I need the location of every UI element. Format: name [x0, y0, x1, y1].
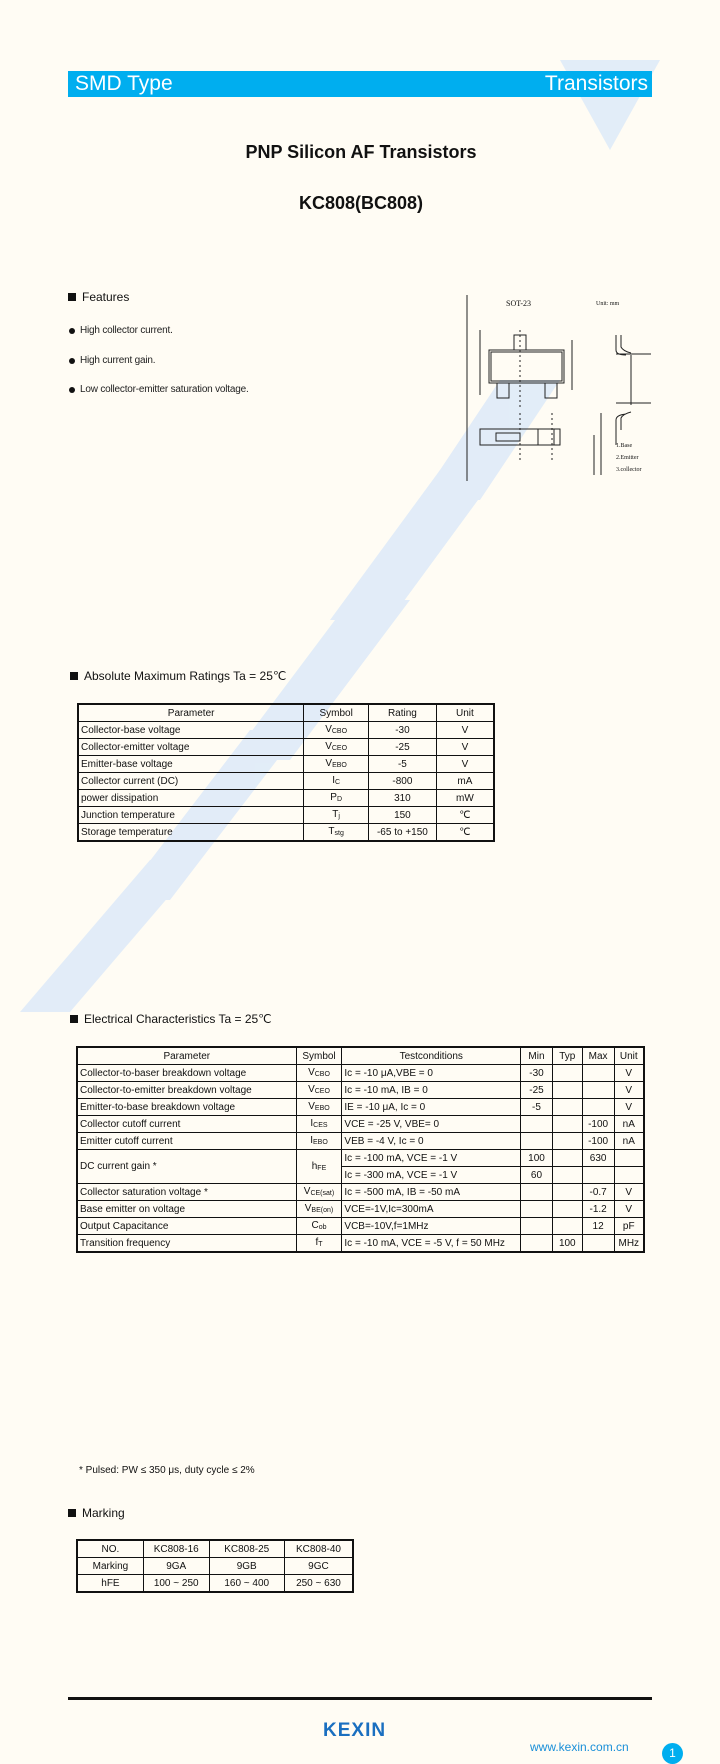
unit-cell: V	[614, 1201, 644, 1218]
symbol: T	[328, 826, 335, 837]
symbol-subscript: FE	[317, 1164, 327, 1172]
feature-text: High current gain.	[80, 355, 156, 366]
col-header: Unit	[614, 1047, 644, 1065]
symbol: V	[325, 758, 333, 769]
footer-divider	[68, 1697, 652, 1700]
package-unit: Unit: mm	[596, 301, 620, 307]
unit-cell: nA	[614, 1116, 644, 1133]
symbol-cell	[296, 1218, 342, 1235]
symbol-cell	[304, 739, 369, 756]
symbol-cell	[304, 807, 369, 824]
unit-cell: MHz	[614, 1235, 644, 1253]
symbol-cell	[304, 722, 369, 739]
package-drawing	[466, 295, 666, 483]
symbol-subscript: EBO	[312, 1139, 328, 1146]
param-cell: Collector-to-baser breakdown voltage	[77, 1065, 296, 1082]
param-cell: Collector-emitter voltage	[78, 739, 304, 756]
square-bullet-icon	[70, 672, 78, 680]
symbol-cell	[304, 790, 369, 807]
typ-cell: 100	[552, 1235, 582, 1253]
symbol-subscript: BE(on)	[311, 1207, 334, 1214]
symbol: f	[315, 1237, 319, 1248]
symbol-cell	[296, 1201, 342, 1218]
min-cell	[521, 1133, 553, 1150]
symbol-cell	[296, 1082, 342, 1099]
symbol: V	[308, 1101, 315, 1112]
typ-cell	[552, 1218, 582, 1235]
table-row	[78, 807, 494, 824]
min-cell: -25	[521, 1082, 553, 1099]
symbol-subscript: j	[338, 813, 340, 820]
symbol-cell	[296, 1065, 342, 1082]
symbol-subscript: EBO	[332, 762, 347, 769]
symbol-subscript: C	[334, 779, 341, 786]
param-cell: Transition frequency	[77, 1235, 296, 1253]
marking-heading-text: Marking	[82, 1506, 125, 1520]
min-cell	[521, 1184, 553, 1201]
unit-cell	[614, 1150, 644, 1167]
marking-cell: Marking	[77, 1558, 143, 1575]
col-header: Parameter	[77, 1047, 296, 1065]
abs-max-heading-text: Absolute Maximum Ratings Ta = 25℃	[84, 669, 287, 683]
symbol-subscript: EBO	[314, 1105, 330, 1112]
condition-cell: Ic = -10 μA,VBE = 0	[342, 1065, 521, 1082]
table-row	[77, 1116, 644, 1133]
rating-cell: 310	[368, 790, 436, 807]
table-row	[77, 1540, 353, 1558]
unit-cell: V	[614, 1184, 644, 1201]
symbol-subscript: CES	[313, 1122, 328, 1129]
condition-cell: Ic = -100 mA, VCE = -1 V	[342, 1150, 521, 1167]
typ-cell	[552, 1201, 582, 1218]
feature-text: Low collector-emitter saturation voltage.	[80, 384, 249, 395]
condition-cell: Ic = -10 mA, VCE = -5 V, f = 50 MHz	[342, 1235, 521, 1253]
table-row	[78, 824, 494, 842]
param-cell: Collector-to-emitter breakdown voltage	[77, 1082, 296, 1099]
part-number: KC808(BC808)	[298, 193, 424, 213]
unit-cell: V	[614, 1065, 644, 1082]
min-cell	[521, 1201, 553, 1218]
rating-cell: -25	[368, 739, 436, 756]
param-cell: Output Capacitance	[77, 1218, 296, 1235]
min-cell	[521, 1116, 553, 1133]
col-header: Parameter	[78, 704, 304, 722]
typ-cell	[552, 1065, 582, 1082]
rating-cell: 150	[368, 807, 436, 824]
min-cell: 100	[521, 1150, 553, 1167]
features-heading-text: Features	[82, 290, 130, 304]
symbol-subscript: T	[318, 1241, 323, 1248]
marking-cell: 160 ~ 400	[209, 1575, 284, 1593]
unit-cell: V	[614, 1082, 644, 1099]
typ-cell	[552, 1184, 582, 1201]
param-cell: Emitter-base voltage	[78, 756, 304, 773]
unit-cell: nA	[614, 1133, 644, 1150]
symbol-cell	[296, 1235, 342, 1253]
param-cell: Base emitter on voltage	[77, 1201, 296, 1218]
col-header: Min	[521, 1047, 553, 1065]
condition-cell: VCB=-10V,f=1MHz	[342, 1218, 521, 1235]
symbol: V	[325, 724, 332, 735]
symbol-subscript: CE(sat)	[310, 1190, 335, 1197]
col-header: Rating	[368, 704, 436, 722]
abs-max-table	[77, 703, 495, 842]
symbol: V	[303, 1186, 311, 1197]
typ-cell	[552, 1133, 582, 1150]
marking-cell: 9GB	[209, 1558, 284, 1575]
symbol: V	[308, 1084, 315, 1095]
min-cell: -5	[521, 1099, 553, 1116]
symbol: V	[304, 1203, 312, 1214]
param-cell: Emitter cutoff current	[77, 1133, 296, 1150]
unit-cell: V	[614, 1099, 644, 1116]
symbol: I	[310, 1118, 314, 1129]
unit-cell: pF	[614, 1218, 644, 1235]
symbol-cell	[296, 1133, 342, 1150]
header-right: Transistors	[544, 72, 648, 95]
table-header-row	[78, 704, 494, 722]
page-title: PNP Silicon AF Transistors	[245, 142, 477, 162]
pin-3: 3.collector	[616, 467, 642, 473]
min-cell: 60	[521, 1167, 553, 1184]
rating-cell: -5	[368, 756, 436, 773]
unit-cell: V	[436, 722, 494, 739]
footnote: * Pulsed: PW ≤ 350 μs, duty cycle ≤ 2%	[79, 1465, 255, 1476]
table-row	[78, 722, 494, 739]
unit-cell: V	[436, 739, 494, 756]
marking-cell: KC808-16	[143, 1540, 209, 1558]
typ-cell	[552, 1082, 582, 1099]
col-header: Unit	[436, 704, 494, 722]
header-left: SMD Type	[75, 72, 173, 95]
package-name: SOT-23	[506, 299, 532, 308]
max-cell: -0.7	[582, 1184, 614, 1201]
param-cell: DC current gain *	[77, 1150, 296, 1184]
typ-cell	[552, 1150, 582, 1167]
square-bullet-icon	[70, 1015, 78, 1023]
marking-cell: NO.	[77, 1540, 143, 1558]
bullet-icon	[69, 358, 75, 364]
table-row	[77, 1575, 353, 1593]
symbol: h	[311, 1160, 318, 1172]
symbol: I	[332, 775, 335, 786]
table-row	[77, 1065, 644, 1082]
max-cell: -100	[582, 1116, 614, 1133]
pin-2: 2.Emitter	[616, 455, 639, 461]
max-cell	[582, 1235, 614, 1253]
max-cell	[582, 1099, 614, 1116]
min-cell: -30	[521, 1065, 553, 1082]
unit-cell: mW	[436, 790, 494, 807]
unit-cell	[614, 1167, 644, 1184]
param-cell: power dissipation	[78, 790, 304, 807]
max-cell: 12	[582, 1218, 614, 1235]
max-cell: -1.2	[582, 1201, 614, 1218]
typ-cell	[552, 1167, 582, 1184]
table-row	[77, 1082, 644, 1099]
kexin-logo: KEXIN	[323, 1720, 387, 1741]
marking-cell: 100 ~ 250	[143, 1575, 209, 1593]
condition-cell: Ic = -300 mA, VCE = -1 V	[342, 1167, 521, 1184]
param-cell: Collector saturation voltage *	[77, 1184, 296, 1201]
table-row	[78, 773, 494, 790]
max-cell	[582, 1065, 614, 1082]
param-cell: Collector current (DC)	[78, 773, 304, 790]
symbol-subscript: D	[336, 796, 342, 803]
typ-cell	[552, 1099, 582, 1116]
symbol-subscript: CEO	[331, 745, 348, 752]
table-row	[77, 1150, 644, 1167]
table-header-row	[77, 1047, 644, 1065]
marking-cell: KC808-40	[284, 1540, 353, 1558]
table-row	[78, 790, 494, 807]
symbol-cell	[304, 773, 369, 790]
website-link[interactable]: www.kexin.com.cn	[530, 1740, 629, 1754]
symbol-cell	[304, 824, 369, 842]
condition-cell: Ic = -500 mA, IB = -50 mA	[342, 1184, 521, 1201]
symbol: C	[311, 1220, 319, 1231]
symbol-subscript: CBO	[331, 728, 348, 735]
unit-cell: ℃	[436, 824, 494, 842]
symbol-cell	[304, 756, 369, 773]
param-cell: Emitter-to-base breakdown voltage	[77, 1099, 296, 1116]
symbol-cell	[296, 1099, 342, 1116]
max-cell: -100	[582, 1133, 614, 1150]
symbol-subscript: ob	[318, 1224, 327, 1231]
header-bar	[68, 71, 652, 97]
page-number: 1	[662, 1743, 683, 1764]
marking-cell: hFE	[77, 1575, 143, 1593]
col-header: Typ	[552, 1047, 582, 1065]
symbol-cell	[296, 1116, 342, 1133]
symbol-cell	[296, 1184, 342, 1201]
typ-cell	[552, 1116, 582, 1133]
marking-table	[76, 1539, 354, 1593]
unit-cell: V	[436, 756, 494, 773]
symbol-cell	[296, 1150, 342, 1184]
table-row	[77, 1218, 644, 1235]
marking-heading	[68, 1506, 720, 1520]
max-cell	[582, 1167, 614, 1184]
square-bullet-icon	[68, 1509, 76, 1517]
col-header: Symbol	[296, 1047, 342, 1065]
table-row	[77, 1235, 644, 1253]
elec-heading	[70, 1012, 720, 1026]
bullet-icon	[69, 328, 75, 334]
min-cell	[521, 1218, 553, 1235]
feature-text: High collector current.	[80, 325, 173, 336]
rating-cell: -30	[368, 722, 436, 739]
table-row	[78, 739, 494, 756]
elec-table	[76, 1046, 645, 1253]
min-cell	[521, 1235, 553, 1253]
unit-cell: ℃	[436, 807, 494, 824]
table-row	[77, 1201, 644, 1218]
col-header: Max	[582, 1047, 614, 1065]
condition-cell: VCE=-1V,Ic=300mA	[342, 1201, 521, 1218]
abs-max-heading	[70, 669, 720, 683]
symbol-subscript: CBO	[314, 1071, 330, 1078]
marking-cell: 9GA	[143, 1558, 209, 1575]
condition-cell: Ic = -10 mA, IB = 0	[342, 1082, 521, 1099]
table-row	[77, 1184, 644, 1201]
rating-cell: -65 to +150	[368, 824, 436, 842]
rating-cell: -800	[368, 773, 436, 790]
pin-1: 1.Base	[616, 443, 633, 449]
marking-cell: KC808-25	[209, 1540, 284, 1558]
col-header: Testconditions	[342, 1047, 521, 1065]
elec-heading-text: Electrical Characteristics Ta = 25℃	[84, 1012, 272, 1026]
symbol: T	[332, 809, 339, 820]
max-cell	[582, 1082, 614, 1099]
table-row	[78, 756, 494, 773]
symbol-subscript: CEO	[314, 1088, 330, 1095]
condition-cell: IE = -10 μA, Ic = 0	[342, 1099, 521, 1116]
param-cell: Collector cutoff current	[77, 1116, 296, 1133]
symbol: V	[308, 1067, 315, 1078]
symbol: P	[330, 792, 337, 803]
max-cell: 630	[582, 1150, 614, 1167]
symbol: I	[310, 1135, 313, 1146]
unit-cell: mA	[436, 773, 494, 790]
condition-cell: VCE = -25 V, VBE= 0	[342, 1116, 521, 1133]
param-cell: Storage temperature	[78, 824, 304, 842]
table-row	[77, 1099, 644, 1116]
table-row	[77, 1558, 353, 1575]
square-bullet-icon	[68, 293, 76, 301]
param-cell: Junction temperature	[78, 807, 304, 824]
marking-cell: 9GC	[284, 1558, 353, 1575]
condition-cell: VEB = -4 V, Ic = 0	[342, 1133, 521, 1150]
col-header: Symbol	[304, 704, 369, 722]
marking-cell: 250 ~ 630	[284, 1575, 353, 1593]
bullet-icon	[69, 387, 75, 393]
table-row	[77, 1133, 644, 1150]
symbol-subscript: stg	[334, 830, 344, 837]
param-cell: Collector-base voltage	[78, 722, 304, 739]
symbol: V	[325, 741, 332, 752]
